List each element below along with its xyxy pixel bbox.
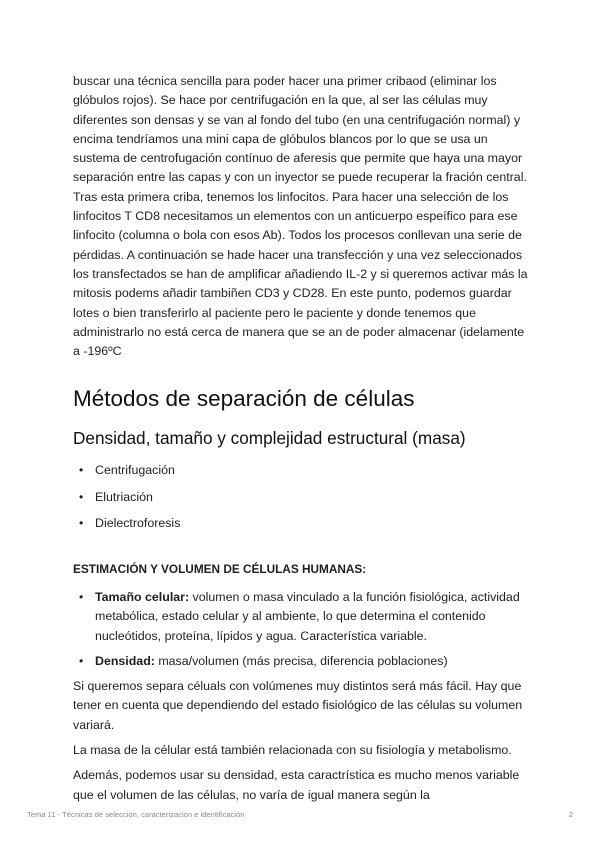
section-title: ESTIMACIÓN Y VOLUMEN DE CÉLULAS HUMANAS: bbox=[73, 561, 367, 576]
list-item: • Centrifugación bbox=[73, 457, 528, 484]
list-item: • Elutriación bbox=[73, 484, 528, 511]
property-label: Tamaño celular: bbox=[95, 589, 190, 604]
methods-list bbox=[73, 457, 528, 537]
list-item: • Dielectroforesis bbox=[73, 510, 528, 537]
heading-main: Métodos de separación de células bbox=[73, 386, 415, 412]
body-paragraph: Además, podemos usar su densidad, esta caractrística es mucho menos variable que el volumen de las células, no varía de igual manera según la bbox=[73, 768, 520, 802]
page-number: 2 bbox=[568, 810, 573, 819]
footer-title: Tema 11 - Técnicas de selección, caracterización e identificación bbox=[27, 810, 245, 819]
list-item bbox=[73, 588, 528, 646]
property-label: Densidad: bbox=[95, 653, 155, 668]
heading-sub: Densidad, tamaño y complejidad estructural (masa) bbox=[73, 428, 466, 449]
list-item bbox=[73, 652, 528, 671]
page-content bbox=[73, 72, 528, 805]
property-text: masa/volumen (más precisa, diferencia poblaciones) bbox=[154, 653, 448, 668]
body-paragraph: La masa de la célular está también relacionada con su fisiología y metabolismo. bbox=[73, 743, 512, 758]
intro-paragraph: buscar una técnica sencilla para poder hacer una primer cribaod (eliminar los glóbulos rojos). Se hace por centrifugación en la que, al ser las células muy diferentes son densas y se van al fondo del tubo (en una centrifugación normal) y encima tendríamos una mini capa de glóbulos blancos por lo que se usa un sustema de centrofugación contínuo de aferesis que permite que haya una mayor separación entre las capas y con un inyector se puede recuperar la fración central. Tras esta primera criba, tenemos los linfocitos. Para hacer una selección de los linfocitos T CD8 necesitamos un elementos con un anticuerpo espeífico para ese linfocito (columna o bola con esos Ab). Todos los procesos conllevan una serie de pérdidas. A continuación se hade hacer una transfección y una vez seleccionados los transfectados se han de amplificar añadiendo IL-2 y si queremos activar más la mitosis podems añadir tambiñen CD3 y CD28. En este punto, podemos guardar lotes o bien transferirlo al paciente pero le paciente y donde tenemos que administrarlo no está cerca de manera que se an de poder almacenar (idelamente a -196ºC bbox=[73, 74, 528, 359]
properties-list bbox=[73, 588, 528, 671]
body-paragraph: Si queremos separa céluals con volúmenes muy distintos será más fácil. Hay que tener en cuenta que dependiendo del estado fisiológico de las células su volumen variará. bbox=[73, 679, 523, 732]
property-text: volumen o masa vinculado a la función fisiológica, actividad metabólica, estado celular y al ambiente, lo que determina el contenido nucleótidos, proteína, lípidos y agua. Característica variable. bbox=[95, 589, 520, 643]
